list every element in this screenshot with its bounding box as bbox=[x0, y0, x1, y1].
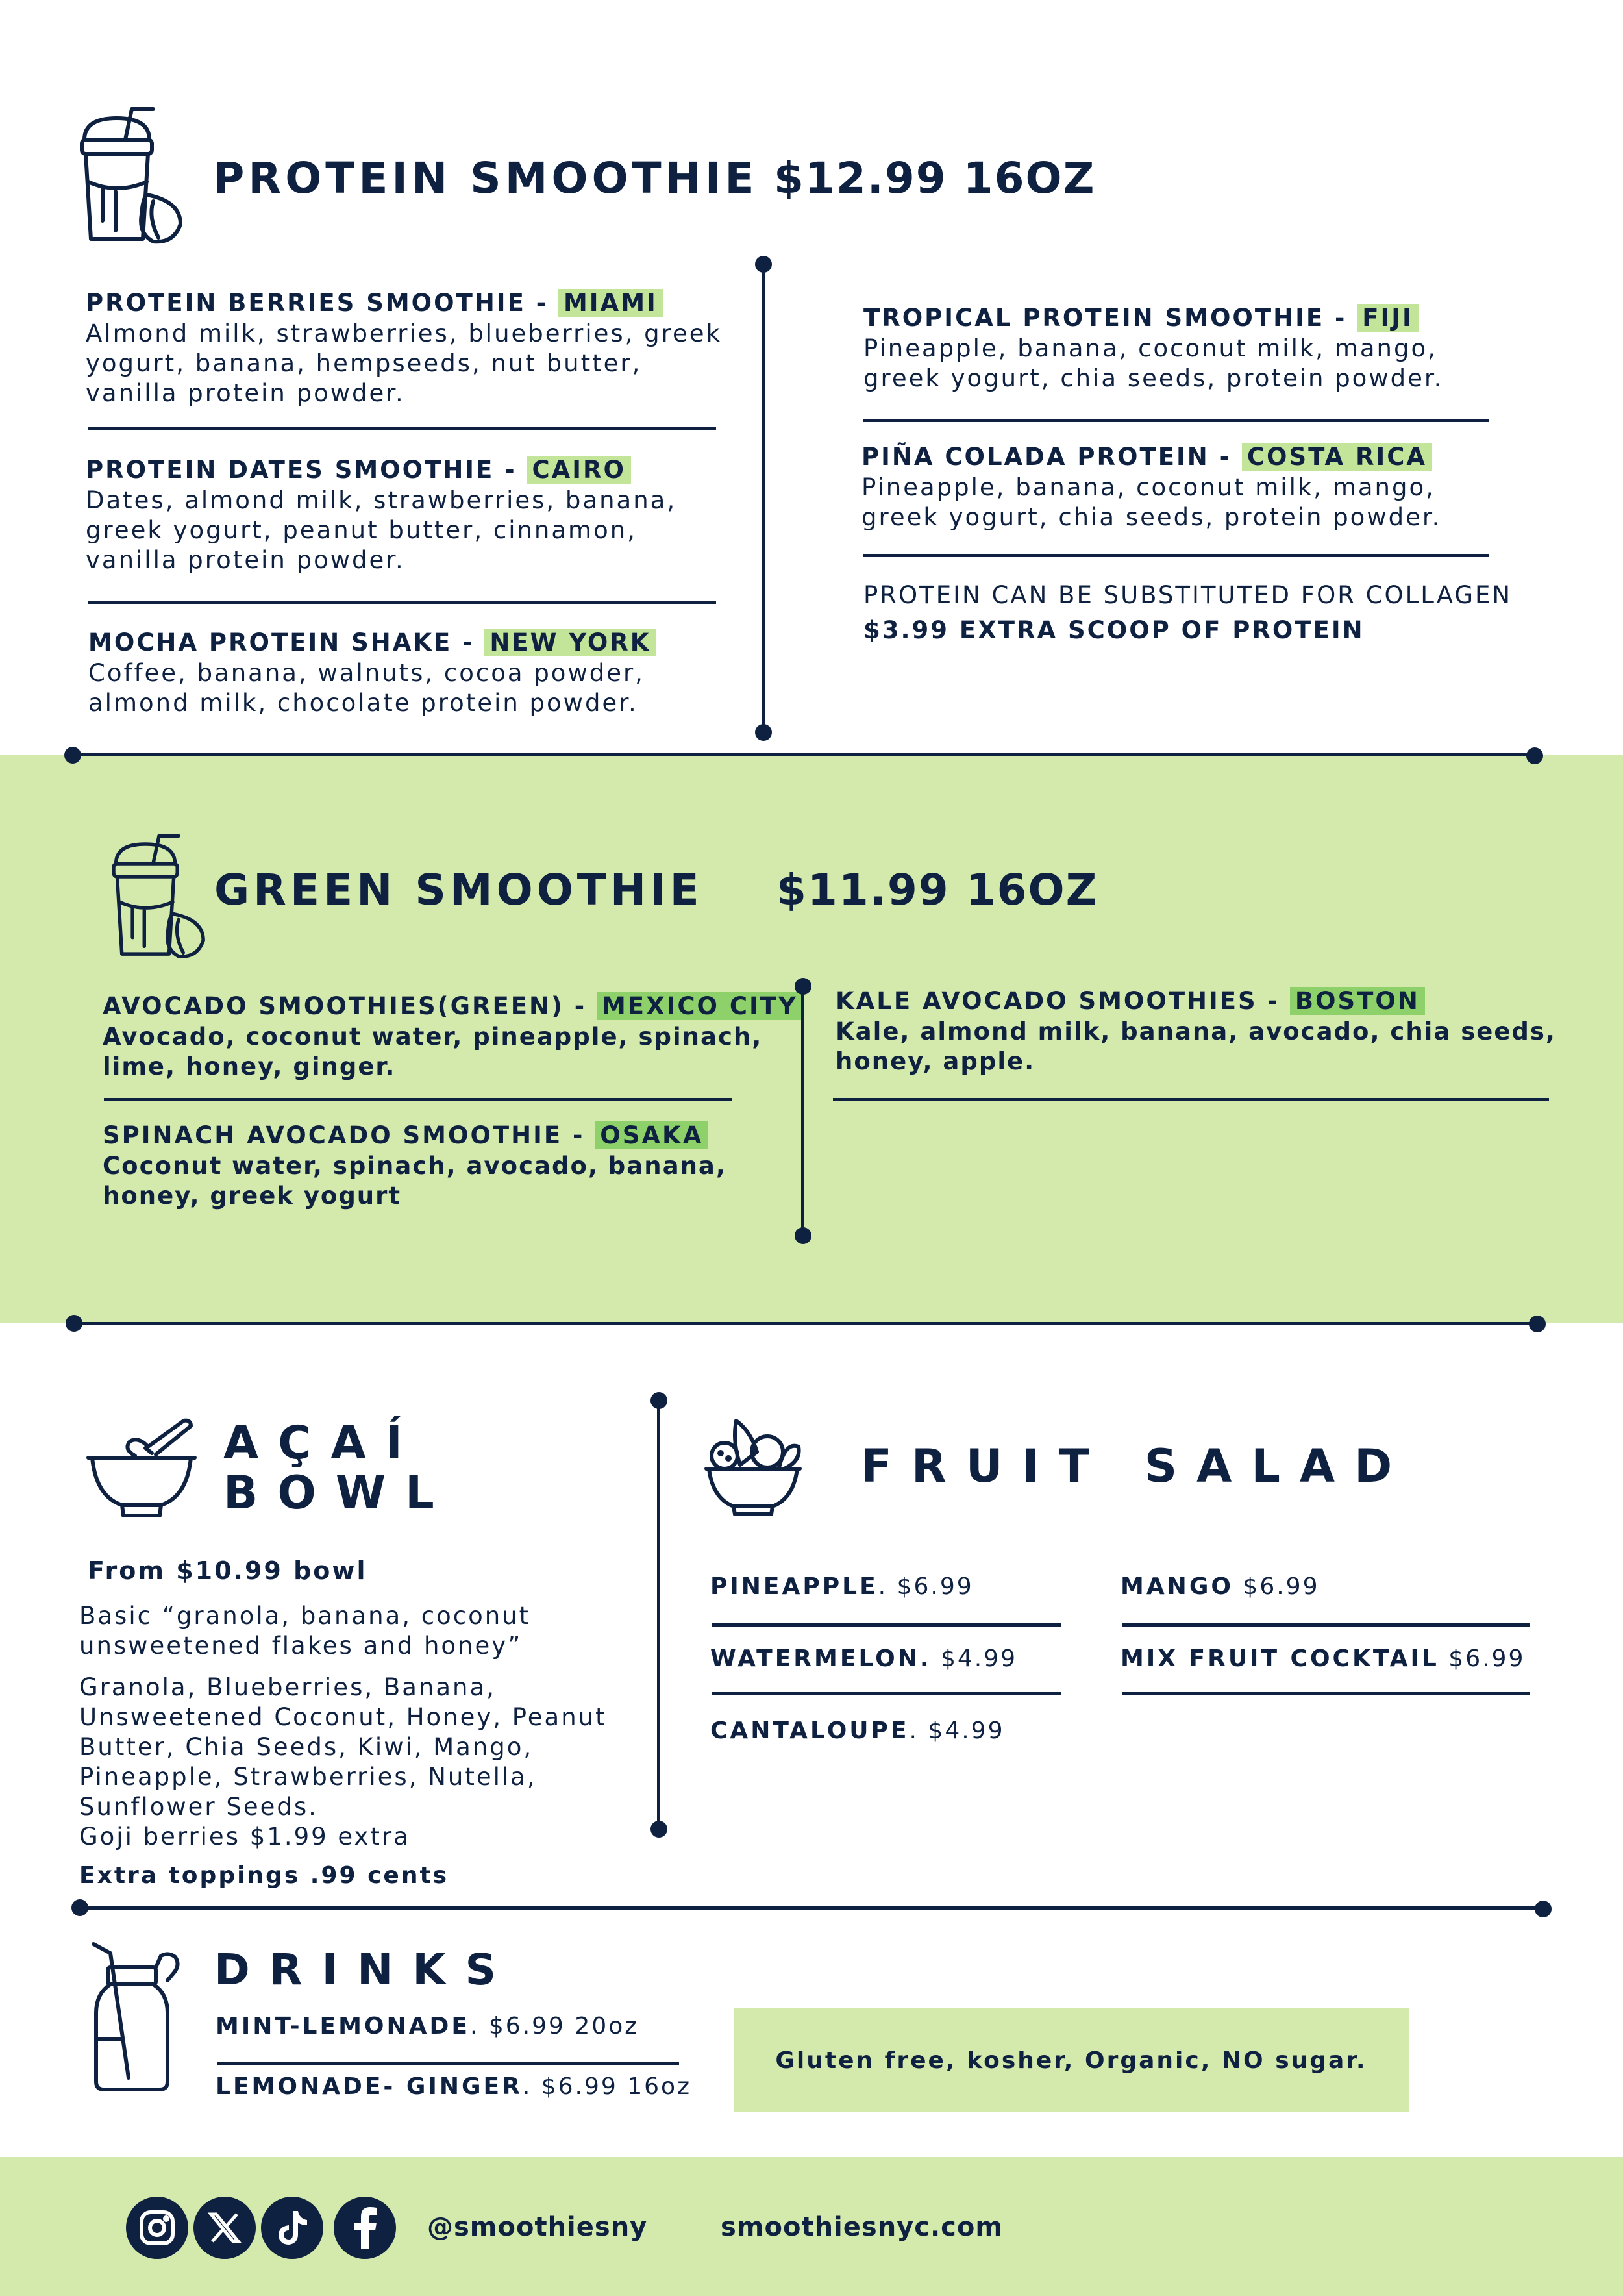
drinks-title: DRINKS bbox=[214, 1945, 516, 1995]
drink-name: MINT-LEMONADE bbox=[216, 2013, 470, 2040]
fruit-price: $6.99 bbox=[1233, 1573, 1320, 1600]
item-city: OSAKA bbox=[595, 1121, 708, 1149]
fruit-item: CANTALOUPE. $4.99 bbox=[710, 1717, 1005, 1744]
item-name: PIÑA COLADA PROTEIN - bbox=[861, 443, 1242, 471]
item-city: NEW YORK bbox=[484, 629, 656, 656]
fruit-name: CANTALOUPE bbox=[710, 1717, 910, 1744]
protein-price: $12.99 16OZ bbox=[774, 153, 1096, 203]
protein-item bbox=[861, 442, 1511, 532]
divider-dot bbox=[795, 1227, 812, 1244]
acai-title-line1: AÇAÍ bbox=[223, 1416, 422, 1469]
fruit-name: MANGO bbox=[1121, 1573, 1233, 1600]
acai-extra-toppings: Extra toppings .99 cents bbox=[79, 1862, 449, 1889]
item-description: Kale, almond milk, banana, avocado, chia seeds, honey, apple. bbox=[836, 1017, 1556, 1075]
item-description: Pineapple, banana, coconut milk, mango, greek yogurt, chia seeds, protein powder. bbox=[861, 473, 1442, 531]
green-title: GREEN SMOOTHIE bbox=[214, 865, 703, 915]
divider bbox=[217, 2062, 679, 2065]
divider bbox=[863, 554, 1489, 557]
item-description: Coconut water, spinach, avocado, banana, honey, greek yogurt bbox=[103, 1152, 726, 1210]
extra-scoop: $3.99 EXTRA SCOOP OF PROTEIN bbox=[863, 616, 1365, 644]
item-city: BOSTON bbox=[1290, 987, 1425, 1015]
drink-price: $6.99 20oz bbox=[479, 2013, 639, 2040]
website-link[interactable]: smoothiesnyc.com bbox=[721, 2212, 1004, 2242]
bowl-icon bbox=[83, 1416, 200, 1519]
fruit-item bbox=[1121, 1645, 1525, 1672]
item-city: COSTA RICA bbox=[1242, 443, 1432, 471]
fruit-item bbox=[710, 1645, 1017, 1672]
protein-title: PROTEIN SMOOTHIE bbox=[213, 153, 758, 203]
fruit-price: $4.99 bbox=[931, 1645, 1018, 1672]
dietary-badge-text: Gluten free, kosher, Organic, NO sugar. bbox=[775, 2047, 1367, 2074]
item-city: FIJI bbox=[1357, 304, 1419, 332]
fruit-price: $4.99 bbox=[918, 1717, 1005, 1744]
divider bbox=[88, 601, 716, 604]
fruit-item: PINEAPPLE. $6.99 bbox=[710, 1573, 974, 1600]
drink-price: $6.99 16oz bbox=[532, 2073, 691, 2100]
acai-goji: Goji berries $1.99 extra bbox=[79, 1823, 410, 1851]
acai-toppings: Granola, Blueberries, Banana, Unsweetened Coconut, Honey, Peanut Butter, Chia Seeds, Kiwi, Mango, Pineapple, Strawberries, Nutella, Sunflower Seeds. bbox=[79, 1673, 607, 1821]
green-item bbox=[103, 991, 804, 1082]
acai-title-line2: BOWL bbox=[223, 1466, 454, 1519]
divider-dot bbox=[1529, 1316, 1546, 1332]
drink-item: MINT-LEMONADE. $6.99 20oz bbox=[216, 2013, 639, 2040]
fruit-name: MIX FRUIT COCKTAIL bbox=[1121, 1645, 1439, 1672]
divider-dot bbox=[650, 1821, 667, 1838]
item-city: CAIRO bbox=[527, 456, 631, 484]
smoothie-cup-icon bbox=[107, 831, 211, 961]
fruit-price: $6.99 bbox=[1439, 1645, 1526, 1672]
smoothie-cup-icon bbox=[77, 104, 187, 247]
acai-price: From $10.99 bowl bbox=[88, 1556, 367, 1585]
protein-item bbox=[86, 288, 735, 408]
item-name: PROTEIN DATES SMOOTHIE - bbox=[86, 456, 527, 484]
drink-name: LEMONADE- GINGER bbox=[216, 2073, 523, 2100]
item-description: Coffee, banana, walnuts, cocoa powder, almond milk, chocolate protein powder. bbox=[88, 659, 645, 717]
dietary-badge bbox=[734, 2008, 1409, 2112]
column-divider bbox=[657, 1400, 660, 1828]
divider-dot bbox=[755, 724, 772, 741]
fruit-salad-title: FRUIT SALAD bbox=[861, 1440, 1412, 1493]
item-name: MOCHA PROTEIN SHAKE - bbox=[88, 629, 485, 656]
facebook-icon[interactable] bbox=[334, 2197, 396, 2259]
column-divider bbox=[762, 263, 765, 732]
item-name: PROTEIN BERRIES SMOOTHIE - bbox=[86, 289, 558, 317]
jar-drink-icon bbox=[90, 1941, 187, 2095]
fruit-name: PINEAPPLE bbox=[710, 1573, 878, 1600]
green-item bbox=[836, 986, 1602, 1077]
fruit-item bbox=[1121, 1573, 1319, 1600]
tiktok-icon[interactable] bbox=[261, 2197, 323, 2259]
green-price: $11.99 16OZ bbox=[776, 865, 1098, 915]
item-description: Avocado, coconut water, pineapple, spinach, lime, honey, ginger. bbox=[103, 1023, 763, 1080]
protein-item bbox=[863, 303, 1513, 393]
item-city: MIAMI bbox=[558, 289, 663, 317]
item-description: Pineapple, banana, coconut milk, mango, greek yogurt, chia seeds, protein powder. bbox=[863, 334, 1444, 392]
fruit-price: $6.99 bbox=[887, 1573, 974, 1600]
divider bbox=[1122, 1692, 1530, 1695]
section-divider bbox=[74, 1322, 1537, 1325]
column-divider bbox=[801, 985, 804, 1236]
item-city: MEXICO CITY bbox=[597, 992, 803, 1020]
item-name: KALE AVOCADO SMOOTHIES - bbox=[836, 987, 1290, 1015]
divider-dot bbox=[1526, 747, 1543, 764]
item-name: SPINACH AVOCADO SMOOTHIE - bbox=[103, 1121, 595, 1149]
divider bbox=[104, 1098, 732, 1101]
divider-dot bbox=[1535, 1901, 1552, 1917]
section-divider bbox=[80, 1906, 1543, 1910]
x-icon[interactable] bbox=[193, 2197, 256, 2259]
divider bbox=[712, 1623, 1061, 1627]
fruit-name: WATERMELON. bbox=[710, 1645, 932, 1672]
instagram-icon[interactable] bbox=[126, 2197, 188, 2259]
protein-item bbox=[86, 455, 735, 575]
item-name: TROPICAL PROTEIN SMOOTHIE - bbox=[863, 304, 1357, 332]
divider bbox=[863, 419, 1489, 422]
item-description: Almond milk, strawberries, blueberries, greek yogurt, banana, hempseeds, nut butter, vanilla protein powder. bbox=[86, 319, 723, 407]
divider bbox=[88, 427, 716, 430]
item-name: AVOCADO SMOOTHIES(GREEN) - bbox=[103, 992, 597, 1020]
protein-item bbox=[88, 627, 737, 718]
green-item bbox=[103, 1120, 804, 1211]
collagen-note: PROTEIN CAN BE SUBSTITUTED FOR COLLAGEN bbox=[863, 581, 1513, 609]
divider bbox=[833, 1098, 1549, 1101]
section-divider bbox=[73, 753, 1535, 756]
item-description: Dates, almond milk, strawberries, banana, greek yogurt, peanut butter, cinnamon, vanilla protein powder. bbox=[86, 486, 677, 574]
drink-item: LEMONADE- GINGER. $6.99 16oz bbox=[216, 2073, 691, 2100]
acai-basic: Basic “granola, banana, coconut unsweetened flakes and honey” bbox=[79, 1602, 531, 1660]
divider bbox=[712, 1692, 1061, 1695]
fruit-bowl-icon bbox=[702, 1416, 804, 1517]
social-handle[interactable]: @smoothiesny bbox=[427, 2212, 648, 2242]
divider bbox=[1122, 1623, 1530, 1627]
